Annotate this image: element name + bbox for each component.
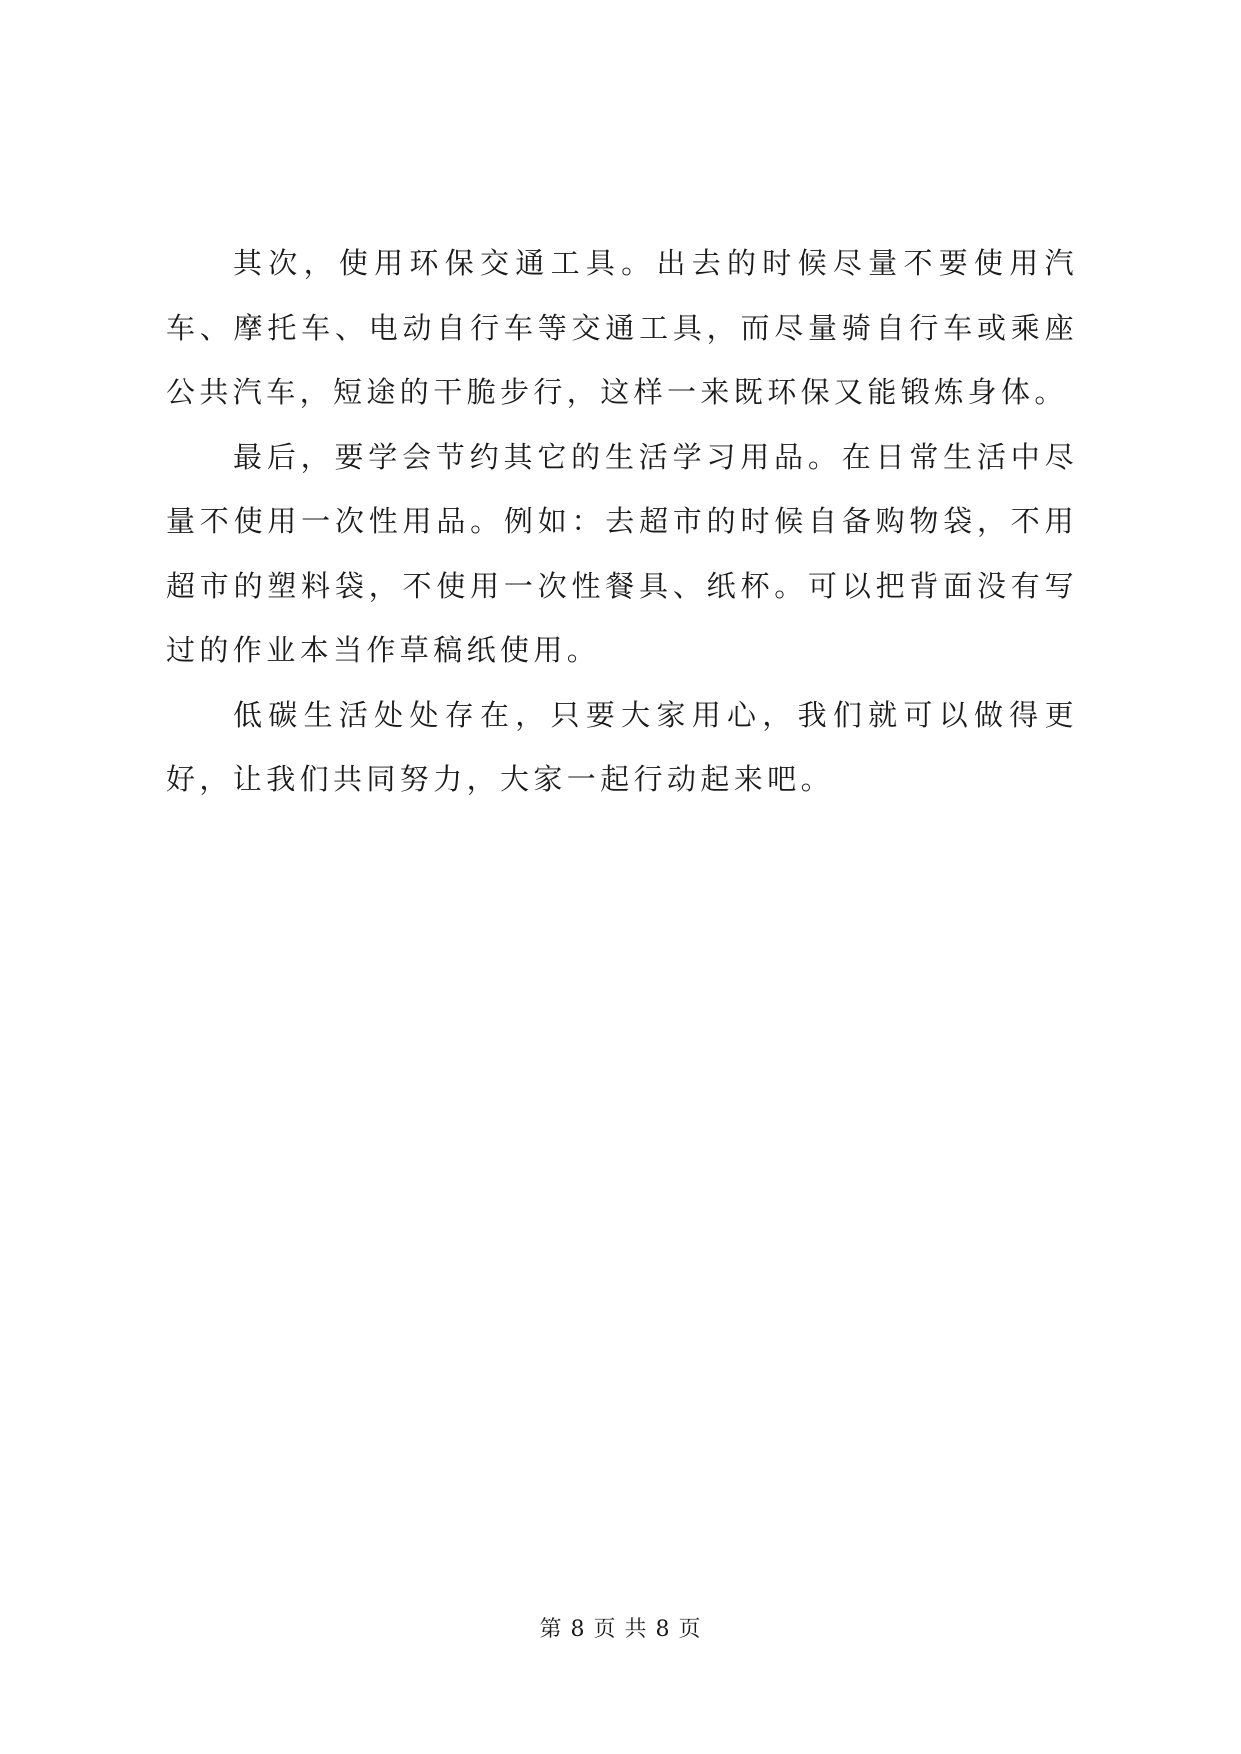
paragraph-conclusion: 低碳生活处处存在，只要大家用心，我们就可以做得更好，让我们共同努力，大家一起行动起来吧。 [166,697,1078,796]
paragraph-transport: 其次，使用环保交通工具。出去的时候尽量不要使用汽车、摩托车、电动自行车等交通工具，而尽量骑自行车或乘座公共汽车，短途的干脆步行，这样一来既环保又能锻炼身体。 [166,246,1078,409]
document-body [166,231,1078,812]
page-number-footer: 第 8 页 共 8 页 [539,1617,702,1642]
paragraph-supplies: 最后，要学会节约其它的生活学习用品。在日常生活中尽量不使用一次性用品。例如：去超市的时候自备购物袋，不用超市的塑料袋，不使用一次性餐具、纸杯。可以把背面没有写过的作业本当作草稿纸使用。 [166,439,1078,667]
